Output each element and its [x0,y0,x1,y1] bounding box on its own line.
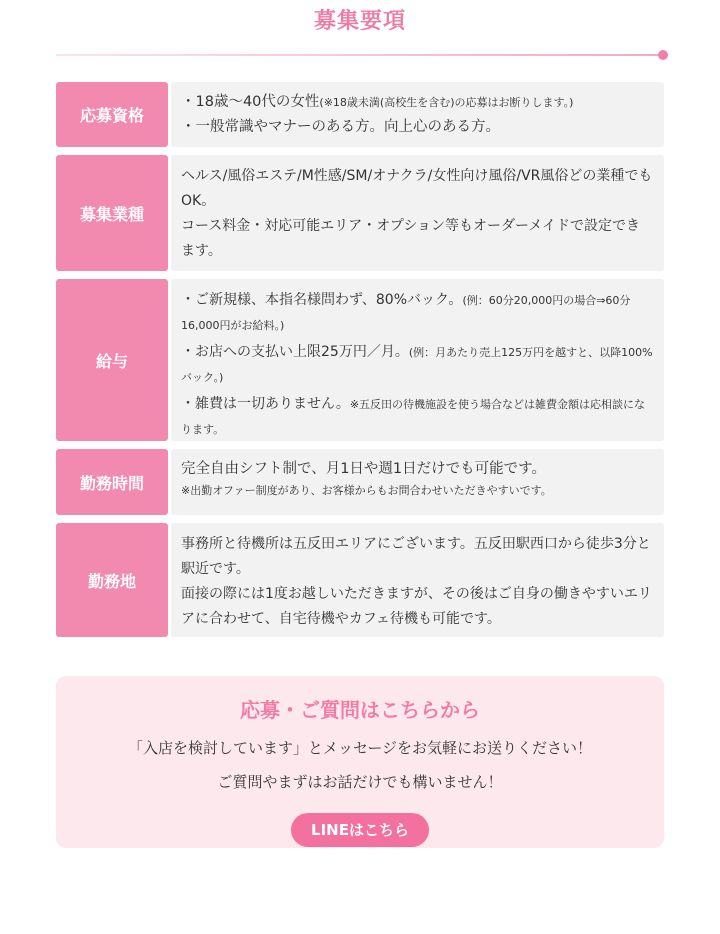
contact-title: 応募・ご質問はこちらから [240,698,480,722]
contact-box [56,676,664,848]
requirement-note: (例：60分20,000円の場合⇒60分16,000円がお給料。) [181,294,631,332]
contact-message: ご質問やまずはお話だけでも構いません！ [217,773,503,791]
requirement-row-hours [56,449,664,515]
requirement-row-location [56,523,664,637]
requirement-row-salary [56,279,664,441]
requirement-row-qualification [56,82,664,147]
requirement-label: 応募資格 [56,82,168,147]
requirements-table [56,82,664,645]
requirement-note: ※出勤オファー制度があり、お客様からもお問合わせいただきやすいです。 [181,484,552,497]
requirement-text: 完全自由シフト制で、月1日や週1日だけでも可能です。 [181,461,546,477]
title-divider [56,54,662,56]
requirement-note: (※18歳未満(高校生を含む)の応募はお断りします。) [319,96,574,109]
title-divider-dot [658,50,668,60]
line-button[interactable]: LINEはこちら [291,813,429,847]
requirement-text: ・雑費は一切ありません。 [181,396,350,412]
requirement-text: ・ご新規様、本指名様問わず、80%バック。 [181,292,463,308]
contact-message: 「入店を検討しています」とメッセージをお気軽にお送りください！ [127,739,593,757]
requirement-note: (例：月あたり売上125万円を越すと、以降100%バック。) [181,346,653,384]
requirement-text: ・お店への支払い上限25万円／月。 [181,344,409,360]
requirement-body [171,155,664,271]
requirement-text: 面接の際には1度お越しいただきますが、その後はご自身の働きやすいエリアに合わせて、自宅待機やカフェ待機も可能です。 [181,586,652,627]
requirement-body [171,523,664,637]
requirement-text: 事務所と待機所は五反田エリアにございます。五反田駅西口から徒歩3分と駅近です。 [181,536,651,577]
requirement-label: 募集業種 [56,155,168,271]
requirement-body [171,82,664,147]
requirement-note: ※五反田の待機施設を使う場合などは雑費金額は応相談になります。 [181,398,646,436]
requirement-body [171,449,664,515]
requirement-body [171,279,664,441]
requirement-text: コース料金・対応可能エリア・オプション等もオーダーメイドで設定できます。 [181,218,641,259]
requirement-text: ヘルス/風俗エステ/M性感/SM/オナクラ/女性向け風俗/VR風俗どの業種でもOK。 [181,168,653,209]
requirement-label: 給与 [56,279,168,441]
requirement-text: ・一般常識やマナーのある方。向上心のある方。 [181,119,500,135]
requirement-text: ・18歳〜40代の女性 [181,94,320,110]
requirement-row-industry [56,155,664,271]
page-title: 募集要項 [313,9,406,34]
requirement-label: 勤務時間 [56,449,168,515]
requirement-label: 勤務地 [56,523,168,637]
